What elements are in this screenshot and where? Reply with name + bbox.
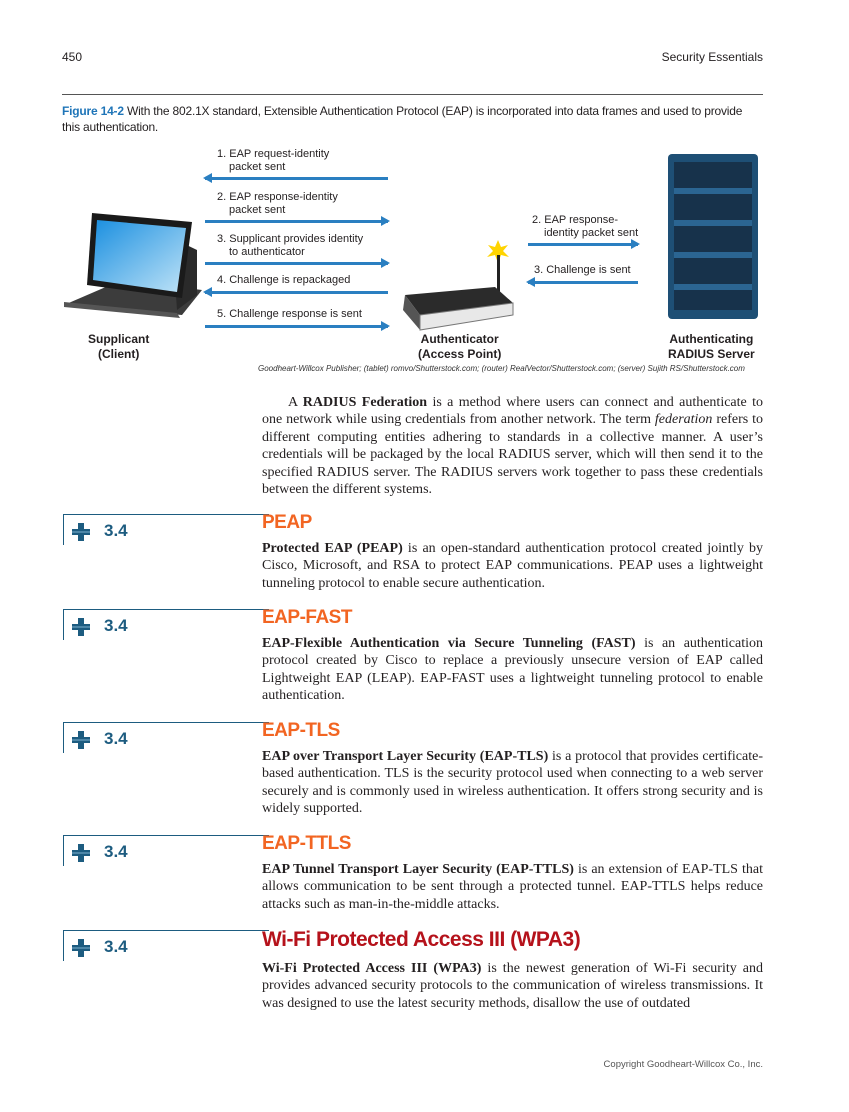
- right-arrow: [205, 220, 388, 223]
- radius-server-label: Authenticating RADIUS Server: [668, 332, 755, 361]
- section-paragraph: Wi-Fi Protected Access III (WPA3) is the newest generation of Wi-Fi security and provides advanced security protocols to the communication of wireless transmissions. It was designed to use the latest security methods, disallow the use of outdated: [262, 961, 763, 1011]
- step-label: 3. Challenge is sent: [534, 264, 631, 276]
- plus-objective-icon: [72, 618, 90, 636]
- left-arrow: [528, 281, 638, 284]
- plus-objective-icon: [72, 731, 90, 749]
- objective-marker: [63, 722, 269, 753]
- objective-marker: [63, 835, 269, 866]
- objective-marker: [63, 514, 269, 545]
- right-arrow: [205, 325, 388, 328]
- step-label: 5. Challenge response is sent: [217, 308, 362, 320]
- objective-marker: [63, 930, 269, 961]
- server-rack-icon: [668, 154, 758, 319]
- objective-number: 3.4: [104, 616, 128, 635]
- objective-marker: [63, 609, 269, 640]
- objective-number: 3.4: [104, 842, 128, 861]
- section-paragraph: EAP-Flexible Authentication via Secure Tunneling (FAST) is an authentication protocol created by Cisco to replace a previously unsecure version of EAP called Lightweight EAP (LEAP). EAP-FAST uses a lightweight tunneling protocol to enable authentication.: [262, 636, 763, 704]
- figure-label: Figure 14-2: [62, 104, 124, 118]
- section-heading: Wi-Fi Protected Access III (WPA3): [262, 928, 581, 951]
- step-label: 3. Supplicant provides identity to authenticator: [217, 233, 364, 258]
- right-arrow: [528, 243, 638, 246]
- section-heading: EAP-TLS: [262, 720, 340, 741]
- copyright: Copyright Goodheart-Willcox Co., Inc.: [603, 1059, 763, 1070]
- section-heading: EAP-TTLS: [262, 833, 351, 854]
- running-title: Security Essentials: [661, 50, 763, 64]
- right-arrow: [205, 262, 388, 265]
- figure-caption: [62, 103, 762, 135]
- step-label: 2. EAP response-identity packet sent: [217, 191, 338, 216]
- intro-paragraph: A RADIUS Federation is a method where users can connect and authenticate to one network while using credentials from another network. The term federation refers to different computing entities adhering to standards in a collective manner. A user’s credentials will be packaged by the local RADIUS server, which will then send it to the specified RADIUS server. The RADIUS servers work together to pass these credentials between the different systems.: [262, 395, 763, 498]
- left-arrow: [205, 291, 388, 294]
- image-credit: Goodheart-Willcox Publisher; (tablet) romvo/Shutterstock.com; (router) RealVector/Shutterstock.com; (server) Sujith RS/Shutterstock.com: [258, 364, 745, 373]
- left-arrow: [205, 177, 388, 180]
- section-paragraph: Protected EAP (PEAP) is an open-standard authentication protocol created jointly by Cisco, Microsoft, and RSA to protect EAP communications. PEAP uses a lightweight tunneling protocol to enable secure authentication.: [262, 541, 764, 591]
- supplicant-label: Supplicant (Client): [88, 332, 150, 361]
- objective-number: 3.4: [104, 521, 128, 540]
- step-label: 1. EAP request-identity packet sent: [217, 148, 330, 173]
- plus-objective-icon: [72, 939, 90, 957]
- router-icon: [395, 235, 520, 345]
- section-paragraph: EAP over Transport Layer Security (EAP-TLS) is a protocol that provides certificate-based authentication. TLS is the security protocol used when connecting to a web server securely and is commonly used in wireless authentication. It offers strong security and is widely supported.: [262, 749, 763, 817]
- section-heading: EAP-FAST: [262, 607, 352, 628]
- objective-number: 3.4: [104, 729, 128, 748]
- header-rule: [62, 94, 763, 95]
- plus-objective-icon: [72, 844, 90, 862]
- authenticator-label: Authenticator (Access Point): [418, 332, 502, 361]
- caption-text: With the 802.1X standard, Extensible Authentication Protocol (EAP) is incorporated into data frames and used to provide this authentication.: [62, 104, 743, 134]
- eap-diagram: [60, 140, 770, 375]
- page-number: 450: [62, 50, 83, 64]
- objective-number: 3.4: [104, 937, 128, 956]
- step-label: 2. EAP response- identity packet sent: [532, 214, 639, 239]
- plus-objective-icon: [72, 523, 90, 541]
- section-paragraph: EAP Tunnel Transport Layer Security (EAP-TTLS) is an extension of EAP-TLS that allows communication to be sent through a protected tunnel. EAP-TTLS helps reduce attacks such as man-in-the-middle attacks.: [262, 862, 763, 912]
- section-heading: PEAP: [262, 512, 312, 533]
- tablet-icon: [62, 210, 202, 325]
- step-label: 4. Challenge is repackaged: [217, 274, 351, 286]
